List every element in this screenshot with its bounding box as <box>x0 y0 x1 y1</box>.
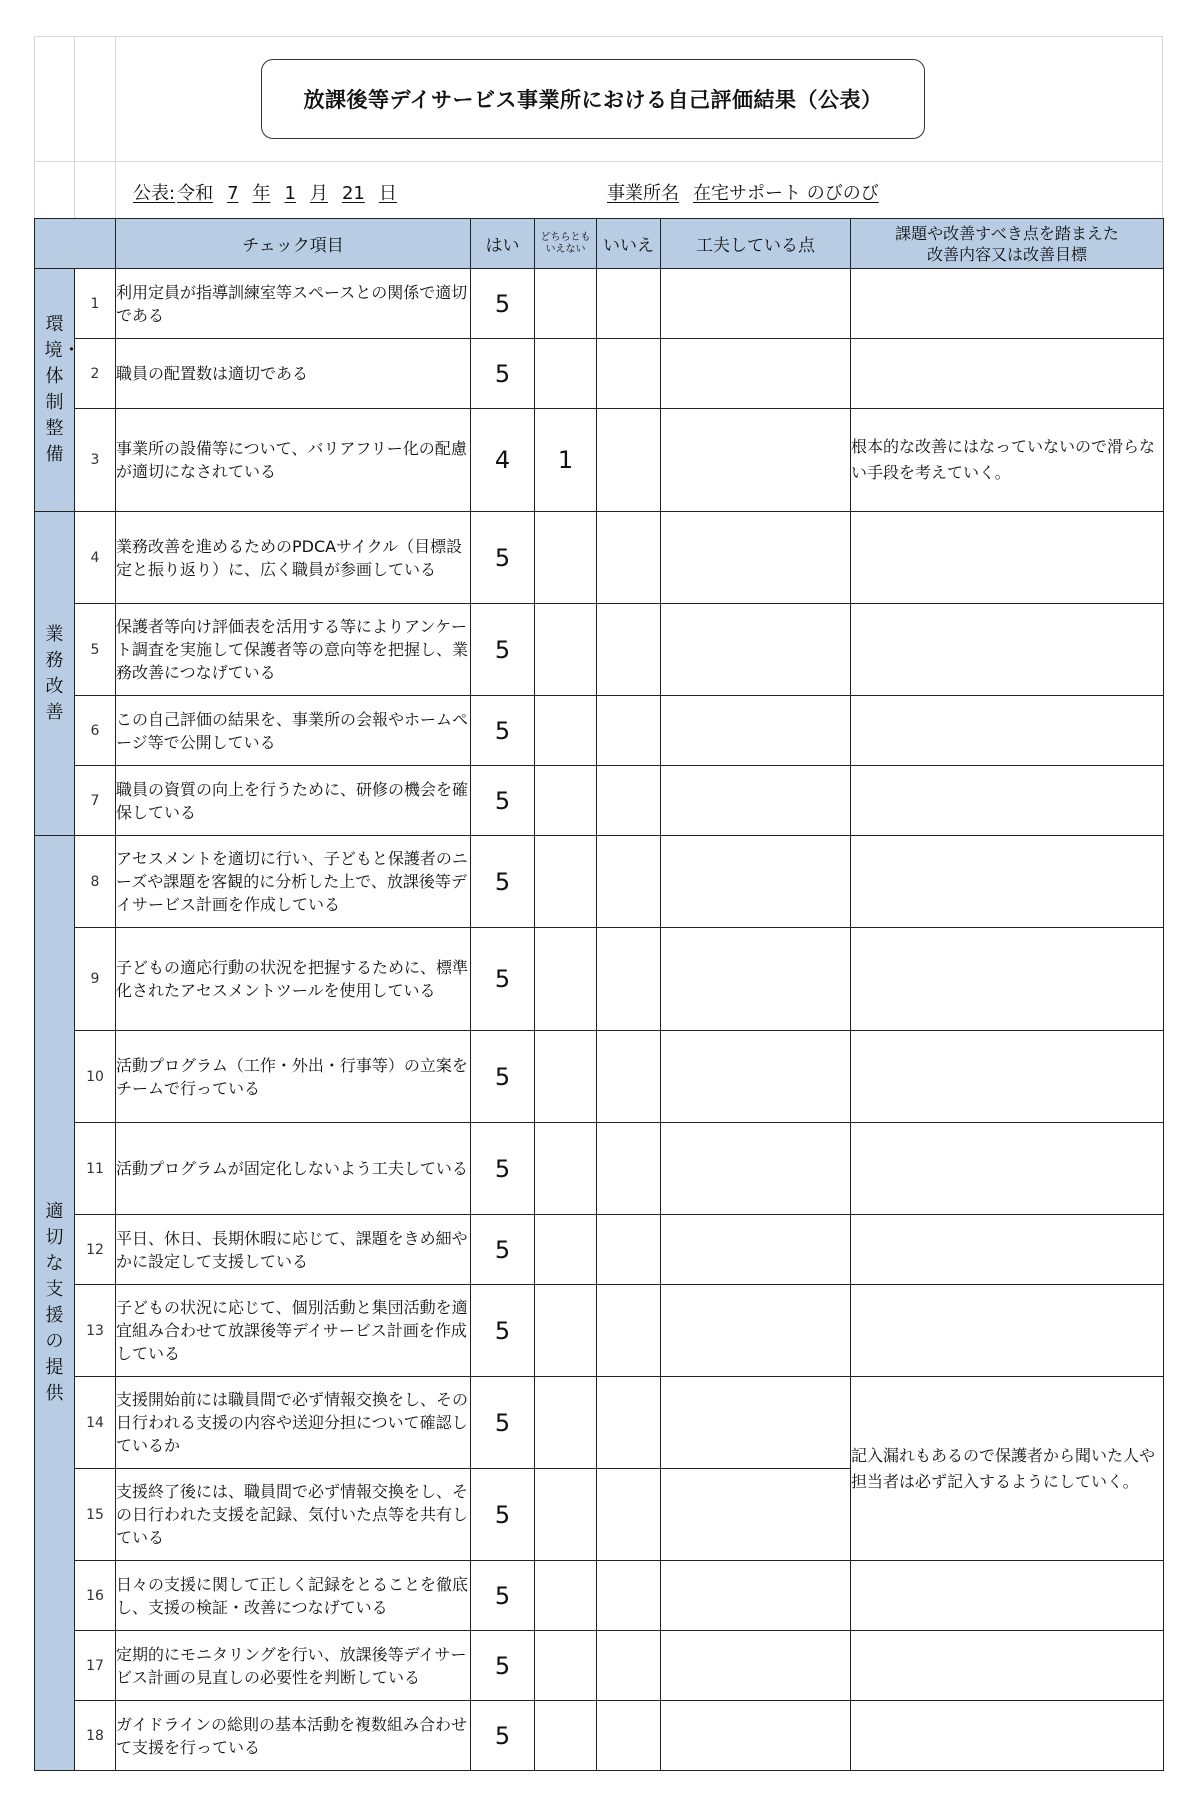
sheet-header <box>34 36 1163 218</box>
row-number: 3 <box>75 409 116 512</box>
row-number: 10 <box>75 1031 116 1123</box>
table-row <box>35 928 1164 1031</box>
yes-count: 5 <box>471 1285 535 1377</box>
issues-note: 根本的な改善にはなっていないので滑らない手段を考えていく。 <box>851 409 1164 512</box>
ingenuity-cell <box>661 836 851 928</box>
issues-cell <box>851 1031 1164 1123</box>
table-row <box>35 339 1164 409</box>
grid-line <box>35 161 1162 162</box>
neither-count <box>535 1701 597 1771</box>
yes-count: 5 <box>471 1123 535 1215</box>
row-number: 15 <box>75 1469 116 1561</box>
neither-count <box>535 1215 597 1285</box>
no-count <box>597 1215 661 1285</box>
yes-count: 5 <box>471 1631 535 1701</box>
neither-count <box>535 269 597 339</box>
no-count <box>597 1561 661 1631</box>
publication-month-unit: 月 <box>309 183 328 204</box>
neither-count <box>535 928 597 1031</box>
ingenuity-cell <box>661 1377 851 1469</box>
issues-cell <box>851 1701 1164 1771</box>
header-check-item: チェック項目 <box>116 219 471 269</box>
no-count <box>597 1701 661 1771</box>
neither-count <box>535 1123 597 1215</box>
row-number: 1 <box>75 269 116 339</box>
no-count <box>597 1631 661 1701</box>
check-item-text: ガイドラインの総則の基本活動を複数組み合わせて支援を行っている <box>116 1701 471 1771</box>
check-item-text: この自己評価の結果を、事業所の会報やホームページ等で公開している <box>116 696 471 766</box>
table-row <box>35 1701 1164 1771</box>
neither-count <box>535 1377 597 1469</box>
issues-cell <box>851 1631 1164 1701</box>
row-number: 11 <box>75 1123 116 1215</box>
neither-count <box>535 604 597 696</box>
ingenuity-cell <box>661 1215 851 1285</box>
issues-cell <box>851 604 1164 696</box>
neither-count <box>535 1031 597 1123</box>
no-count <box>597 1123 661 1215</box>
check-item-text: 業務改善を進めるためのPDCAサイクル（目標設定と振り返り）に、広く職員が参画している <box>116 512 471 604</box>
row-number: 4 <box>75 512 116 604</box>
evaluation-table <box>34 218 1164 1771</box>
yes-count: 5 <box>471 1469 535 1561</box>
row-number: 17 <box>75 1631 116 1701</box>
table-row <box>35 1561 1164 1631</box>
header-no: いいえ <box>597 219 661 269</box>
issues-cell <box>851 1215 1164 1285</box>
neither-count <box>535 836 597 928</box>
ingenuity-cell <box>661 1285 851 1377</box>
row-number: 2 <box>75 339 116 409</box>
no-count <box>597 409 661 512</box>
office-label: 事業所名 <box>607 183 679 204</box>
no-count <box>597 1285 661 1377</box>
check-item-text: 日々の支援に関して正しく記録をとることを徹底し、支援の検証・改善につなげている <box>116 1561 471 1631</box>
ingenuity-cell <box>661 696 851 766</box>
ingenuity-cell <box>661 512 851 604</box>
neither-count <box>535 1561 597 1631</box>
table-row <box>35 409 1164 512</box>
publication-year-unit: 年 <box>252 183 271 204</box>
neither-count <box>535 1631 597 1701</box>
header-neither-line2: いえない <box>545 243 586 255</box>
evaluation-sheet <box>34 36 1163 1771</box>
neither-count <box>535 339 597 409</box>
category-environment <box>35 269 81 512</box>
check-item-text: 職員の配置数は適切である <box>116 339 471 409</box>
publication-month: 1 <box>284 183 296 204</box>
check-item-text: 定期的にモニタリングを行い、放課後等デイサービス計画の見直しの必要性を判断している <box>116 1631 471 1701</box>
header-yes: はい <box>471 219 535 269</box>
no-count <box>597 1031 661 1123</box>
check-item-text: 職員の資質の向上を行うために、研修の機会を確保している <box>116 766 471 836</box>
no-count <box>597 696 661 766</box>
neither-count: 1 <box>535 409 597 512</box>
header-issues-line1: 課題や改善すべき点を踏まえた <box>895 223 1119 243</box>
issues-cell <box>851 836 1164 928</box>
issues-cell <box>851 512 1164 604</box>
no-count <box>597 339 661 409</box>
check-item-text: 活動プログラムが固定化しないよう工夫している <box>116 1123 471 1215</box>
row-number: 14 <box>75 1377 116 1469</box>
no-count <box>597 928 661 1031</box>
page-title: 放課後等デイサービス事業所における自己評価結果（公表） <box>261 59 925 139</box>
no-count <box>597 1469 661 1561</box>
check-item-text: 支援終了後には、職員間で必ず情報交換をし、その日行われた支援を記録、気付いた点等を共有している <box>116 1469 471 1561</box>
ingenuity-cell <box>661 766 851 836</box>
row-number: 18 <box>75 1701 116 1771</box>
ingenuity-cell <box>661 1031 851 1123</box>
table-row <box>35 604 1164 696</box>
no-count <box>597 1377 661 1469</box>
category-environment-label: 環境・体制整備 <box>44 314 81 465</box>
grid-line <box>115 37 116 218</box>
neither-count <box>535 1469 597 1561</box>
publication-date <box>133 179 411 205</box>
yes-count: 5 <box>471 512 535 604</box>
yes-count: 5 <box>471 1561 535 1631</box>
check-item-text: 子どもの状況に応じて、個別活動と集団活動を適宜組み合わせて放課後等デイサービス計画を作成している <box>116 1285 471 1377</box>
ingenuity-cell <box>661 1631 851 1701</box>
category-business <box>35 512 75 836</box>
no-count <box>597 836 661 928</box>
ingenuity-cell <box>661 1469 851 1561</box>
publication-day: 21 <box>341 183 365 204</box>
row-number: 13 <box>75 1285 116 1377</box>
yes-count: 5 <box>471 836 535 928</box>
table-row <box>35 766 1164 836</box>
yes-count: 5 <box>471 766 535 836</box>
yes-count: 5 <box>471 928 535 1031</box>
check-item-text: 支援開始前には職員間で必ず情報交換をし、その日行われる支援の内容や送迎分担について確認しているか <box>116 1377 471 1469</box>
neither-count <box>535 766 597 836</box>
ingenuity-cell <box>661 1123 851 1215</box>
check-item-text: 活動プログラム（工作・外出・行事等）の立案をチームで行っている <box>116 1031 471 1123</box>
ingenuity-cell <box>661 1561 851 1631</box>
issues-cell <box>851 1123 1164 1215</box>
table-row <box>35 1631 1164 1701</box>
no-count <box>597 269 661 339</box>
category-support <box>35 836 75 1771</box>
yes-count: 5 <box>471 339 535 409</box>
check-item-text: 子どもの適応行動の状況を把握するために、標準化されたアセスメントツールを使用している <box>116 928 471 1031</box>
row-number: 5 <box>75 604 116 696</box>
check-item-text: アセスメントを適切に行い、子どもと保護者のニーズや課題を客観的に分析した上で、放課後等デイサービス計画を作成している <box>116 836 471 928</box>
ingenuity-cell <box>661 339 851 409</box>
issues-cell <box>851 269 1164 339</box>
neither-count <box>535 512 597 604</box>
table-row <box>35 1377 1164 1469</box>
neither-count <box>535 1285 597 1377</box>
header-neither <box>535 219 597 269</box>
header-issues <box>851 219 1164 269</box>
office-value: 在宅サポート のびのび <box>693 183 879 204</box>
table-row <box>35 1031 1164 1123</box>
table-row <box>35 269 1164 339</box>
table-row <box>35 1123 1164 1215</box>
ingenuity-cell <box>661 269 851 339</box>
row-number: 6 <box>75 696 116 766</box>
header-corner <box>35 219 116 269</box>
yes-count: 5 <box>471 1215 535 1285</box>
category-business-label: 業務改善 <box>45 623 64 723</box>
no-count <box>597 512 661 604</box>
ingenuity-cell <box>661 928 851 1031</box>
row-number: 7 <box>75 766 116 836</box>
issues-cell <box>851 1561 1164 1631</box>
header-issues-line2: 改善内容又は改善目標 <box>926 244 1087 264</box>
yes-count: 5 <box>471 1377 535 1469</box>
table-row <box>35 512 1164 604</box>
issues-cell <box>851 766 1164 836</box>
publication-era: 令和 <box>177 183 214 204</box>
publication-year: 7 <box>227 183 239 204</box>
issues-cell <box>851 928 1164 1031</box>
header-neither-line1: どちらとも <box>540 231 591 243</box>
check-item-text: 事業所の設備等について、バリアフリー化の配慮が適切になされている <box>116 409 471 512</box>
no-count <box>597 604 661 696</box>
no-count <box>597 766 661 836</box>
grid-line <box>74 37 75 218</box>
table-row <box>35 836 1164 928</box>
row-number: 16 <box>75 1561 116 1631</box>
publication-label: 公表: <box>133 183 176 204</box>
header-ingenuity: 工夫している点 <box>661 219 851 269</box>
check-item-text: 利用定員が指導訓練室等スペースとの関係で適切である <box>116 269 471 339</box>
publication-day-unit: 日 <box>378 183 397 204</box>
row-number: 12 <box>75 1215 116 1285</box>
yes-count: 5 <box>471 1031 535 1123</box>
neither-count <box>535 696 597 766</box>
yes-count: 5 <box>471 696 535 766</box>
ingenuity-cell <box>661 604 851 696</box>
office-name <box>607 179 879 205</box>
yes-count: 5 <box>471 269 535 339</box>
yes-count: 4 <box>471 409 535 512</box>
issues-cell <box>851 696 1164 766</box>
ingenuity-cell <box>661 1701 851 1771</box>
table-row <box>35 1285 1164 1377</box>
yes-count: 5 <box>471 1701 535 1771</box>
issues-cell <box>851 339 1164 409</box>
yes-count: 5 <box>471 604 535 696</box>
check-item-text: 保護者等向け評価表を活用する等によりアンケート調査を実施して保護者等の意向等を把握し、業務改善につなげている <box>116 604 471 696</box>
category-support-label: 適切な支援の提供 <box>45 1201 64 1404</box>
issues-cell <box>851 1285 1164 1377</box>
table-row <box>35 696 1164 766</box>
row-number: 8 <box>75 836 116 928</box>
check-item-text: 平日、休日、長期休暇に応じて、課題をきめ細やかに設定して支援している <box>116 1215 471 1285</box>
header-row <box>35 219 1164 269</box>
ingenuity-cell <box>661 409 851 512</box>
issues-note: 記入漏れもあるので保護者から聞いた人や担当者は必ず記入するようにしていく。 <box>851 1377 1164 1561</box>
row-number: 9 <box>75 928 116 1031</box>
table-row <box>35 1215 1164 1285</box>
